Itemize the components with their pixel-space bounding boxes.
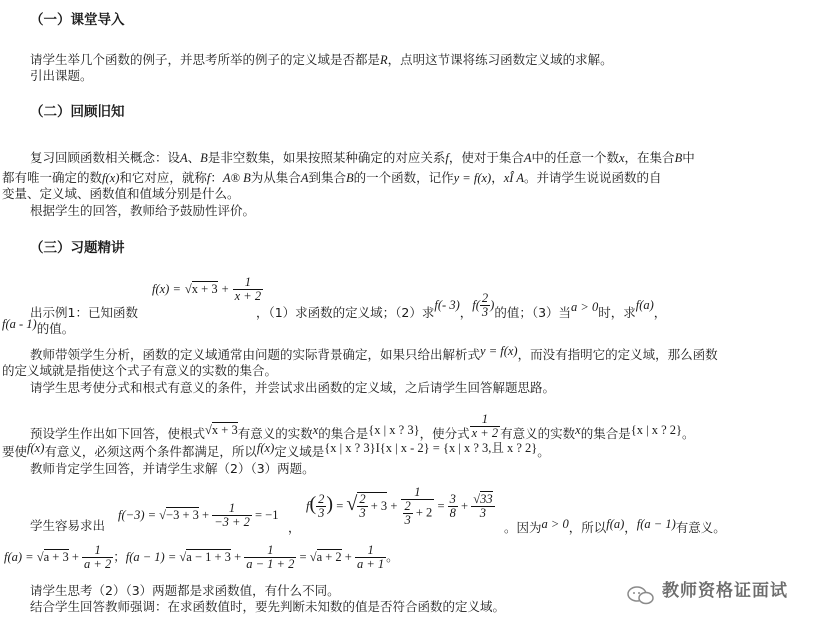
paragraph-intro-line1: [30, 52, 613, 68]
function-formula: [152, 276, 263, 303]
plus: +: [341, 550, 355, 564]
fraction: [403, 500, 413, 527]
numerator: 1: [82, 544, 113, 558]
text: 有意义的实数: [237, 426, 313, 441]
sqrt-symbol: √: [36, 550, 44, 564]
sqrt-symbol: √: [159, 508, 167, 522]
text: ，在集合: [624, 150, 675, 165]
denominator: 3: [479, 506, 486, 520]
plus: +: [230, 550, 245, 564]
denominator: 3: [481, 305, 489, 319]
teacher-analysis-line1: [30, 344, 718, 363]
denominator: 8: [449, 506, 456, 520]
solution-tail: [504, 517, 726, 536]
section-heading-2: （二）回顾旧知: [30, 104, 125, 120]
wechat-logo-icon: [626, 585, 656, 605]
fraction: [448, 493, 458, 520]
denominator: [401, 500, 435, 527]
math: + 3: [367, 499, 388, 513]
answer-line3: 教师肯定学生回答，并请学生求解（2）（3）两题。: [30, 461, 315, 476]
text: 都有唯一确定的数: [2, 170, 103, 185]
text: 定义域是: [274, 444, 325, 459]
denominator: x + 2: [471, 426, 499, 440]
denominator: 3: [318, 506, 325, 520]
text: 的值。: [36, 321, 75, 336]
sqrt-content: x + 3: [211, 423, 238, 437]
math-A: A: [180, 151, 188, 165]
review-line2: [2, 170, 662, 186]
math-A: A: [523, 151, 532, 165]
math: ): [490, 298, 495, 312]
text: 到集合: [308, 170, 346, 185]
text: ，: [624, 520, 637, 535]
text: ，使分式: [419, 426, 470, 441]
text: 。: [386, 549, 399, 564]
sqrt-content: 33: [480, 492, 493, 506]
math-AB: A® B: [222, 171, 251, 185]
text: 复习回顾函数相关概念：设: [30, 150, 181, 165]
watermark-text: 教师资格证面试: [662, 581, 788, 601]
math: = −1: [251, 508, 279, 522]
section-heading-3: （三）习题精讲: [30, 240, 125, 256]
solution-intro-text: 学生容易求出: [30, 518, 106, 533]
text: 。: [682, 426, 695, 441]
math: =: [434, 499, 448, 513]
text: 请学生举几个函数的例子，并思考所举的例子的定义域是否都是: [30, 52, 381, 67]
numerator: 1: [470, 413, 500, 427]
section-heading-1: （一）课堂导入: [30, 12, 125, 28]
complex-fraction: [401, 486, 435, 527]
text: 。因为: [504, 520, 542, 535]
numerator: 1: [355, 544, 386, 558]
math-x: x: [312, 423, 319, 437]
denominator: a − 1 + 2: [246, 557, 295, 571]
math-f: f: [445, 151, 449, 165]
text: ，点明这节课将练习函数定义域的求解。: [387, 52, 613, 67]
plus: +: [198, 508, 213, 522]
sqrt-symbol: √: [205, 423, 212, 437]
fraction: [470, 413, 500, 440]
sqrt-content: x + 3: [191, 282, 218, 296]
math: f(x) =: [152, 282, 181, 296]
math-B: B: [345, 171, 354, 185]
example1-line2: [2, 317, 75, 337]
review-line4: 根据学生的回答，教师给予鼓励性评价。: [30, 203, 256, 218]
math: + 2: [412, 505, 433, 520]
fraction: [480, 292, 490, 319]
denominator: 3: [359, 506, 366, 520]
math-a-gt-0: a > 0: [541, 517, 569, 531]
sqrt-content: −3 + 3: [166, 508, 199, 522]
review-line3: 变量、定义域、函数值和值域分别是什么。: [2, 186, 240, 201]
text: 的值；（3）当: [494, 305, 572, 320]
math-set: {x | x ? 3}I{x | x - 2} = {x | x ? 3,且 x ? 2}: [324, 441, 538, 455]
text: 有意义。: [675, 520, 726, 535]
math-B: B: [200, 151, 208, 165]
math-R: R: [380, 53, 388, 67]
math: f(a − 1) =: [125, 550, 180, 564]
math-yfx: y = f(x): [453, 171, 492, 185]
math-fa-minus1: f(a - 1): [2, 317, 37, 331]
text: 的集合是: [318, 426, 369, 441]
text: ：: [210, 170, 223, 185]
math-set: {x | x ? 2}: [630, 423, 683, 437]
plus: +: [68, 550, 83, 564]
fraction: [82, 544, 113, 571]
numerator: 1: [401, 486, 435, 500]
math: f(: [472, 298, 480, 312]
denominator: 3: [404, 513, 411, 527]
text: 的集合是: [580, 426, 631, 441]
text: 有意义，必须这两个条件都满足，所以: [44, 444, 257, 459]
paren: (: [309, 493, 317, 515]
sqrt-symbol: √: [184, 282, 192, 296]
math-set: {x | x ? 3}: [368, 423, 420, 437]
text: 预设学生作出如下回答，使根式: [30, 426, 206, 441]
math-f-minus3: f(- 3): [434, 298, 460, 312]
denominator: −3 + 2: [214, 515, 250, 529]
think-line: 请学生思考（2）（3）两题都是求函数值，有什么不同。: [30, 583, 340, 598]
text: ，（1）求函数的定义域；（2）求: [255, 305, 435, 320]
sqrt-content: a − 1 + 3: [186, 550, 231, 564]
fraction: [316, 493, 326, 520]
math-fa: f(a): [606, 517, 625, 531]
math-B: B: [674, 151, 683, 165]
sqrt-content: a + 3: [43, 550, 69, 564]
denominator: x + 2: [234, 289, 262, 303]
math-A: A: [300, 171, 309, 185]
text: 中的任意一个数: [531, 150, 619, 165]
plus: +: [387, 499, 401, 513]
numerator: 3: [449, 492, 456, 506]
text: 出示例1：已知函数: [30, 305, 138, 320]
answer-line2: [2, 441, 550, 460]
math-x-in-A: xÎ A: [503, 171, 524, 185]
numerator: 2: [359, 492, 366, 506]
text: 的一个函数，记作: [353, 170, 454, 185]
text: ，所以: [568, 520, 607, 535]
plus: +: [457, 499, 472, 513]
text: 为从集合: [250, 170, 301, 185]
math: f: [306, 499, 310, 513]
math-fx: f(x): [102, 171, 120, 185]
solution-f-two-thirds: [306, 486, 495, 527]
numerator: 1: [233, 276, 263, 290]
math-fa-minus1: f(a − 1): [636, 517, 676, 531]
numerator: 2: [404, 499, 411, 513]
text: 、: [187, 150, 201, 165]
paragraph-intro-line2: 引出课题。: [30, 68, 93, 83]
math-f: f: [206, 171, 211, 185]
sqrt-symbol: √: [309, 550, 317, 564]
math-x: x: [575, 423, 581, 437]
text: 教师带领学生分析，函数的定义域通常由问题的实际背景确定，如果只给出解析式: [30, 347, 481, 362]
fraction: [471, 493, 494, 520]
math-fa: f(a): [635, 298, 654, 312]
text: ，使对于集合: [448, 150, 524, 165]
text: ，而没有指明它的定义域，那么函数: [517, 347, 718, 362]
sqrt-content: a + 2: [316, 550, 342, 564]
math: =: [333, 499, 347, 513]
denominator: a + 2: [84, 557, 112, 571]
text: 。: [537, 444, 550, 459]
numerator: 1: [212, 502, 252, 516]
math-a-gt-0: a > 0: [571, 300, 599, 314]
sqrt-content: [357, 492, 387, 520]
text: 时，求: [598, 305, 636, 320]
comma: ，: [288, 520, 301, 535]
fraction: [233, 276, 263, 303]
text: ，: [653, 305, 667, 320]
text: 。并请学生说说函数的自: [523, 170, 662, 185]
math: f(a) =: [4, 550, 37, 564]
text: 有意义的实数: [500, 426, 576, 441]
text: 中: [682, 150, 695, 165]
emphasis-line: 结合学生回答教师强调：在求函数值时，要先判断未知数的值是否符合函数的定义域。: [30, 599, 506, 614]
math-x: x: [618, 151, 625, 165]
math-fx: f(x): [256, 441, 275, 455]
numerator: 2: [318, 492, 325, 506]
fraction: [355, 544, 386, 571]
text: 是非空数集，如果按照某种确定的对应关系: [207, 150, 446, 165]
solution-fa-line: [4, 544, 399, 571]
fraction: [212, 502, 252, 529]
solution-f-minus3: [118, 502, 278, 529]
paren: ): [326, 493, 334, 515]
numerator: 1: [244, 544, 296, 558]
math: =: [296, 550, 310, 564]
review-line1: [30, 150, 695, 166]
plus: +: [221, 282, 229, 296]
math-yfx: y = f(x): [480, 344, 518, 358]
sqrt-symbol: √: [179, 550, 187, 564]
text: ；: [113, 549, 126, 564]
text: 要使: [2, 444, 28, 459]
sqrt-symbol: √: [346, 493, 358, 515]
text: ，: [491, 170, 504, 185]
text: ，: [459, 305, 473, 320]
teacher-analysis-line2: 的定义域就是指使这个式子有意义的实数的集合。: [2, 363, 278, 378]
fraction: [357, 493, 367, 520]
math: f(−3) =: [118, 508, 160, 522]
denominator: a + 1: [356, 557, 385, 571]
numerator: 2: [481, 291, 489, 305]
teacher-analysis-line3: 请学生思考使分式和根式有意义的条件，并尝试求出函数的定义域，之后请学生回答解题思路。: [30, 380, 556, 395]
fraction: [244, 544, 296, 571]
math-fx: f(x): [27, 441, 45, 455]
numerator: √33: [473, 492, 493, 506]
text: 和它对应，就称: [119, 170, 207, 185]
